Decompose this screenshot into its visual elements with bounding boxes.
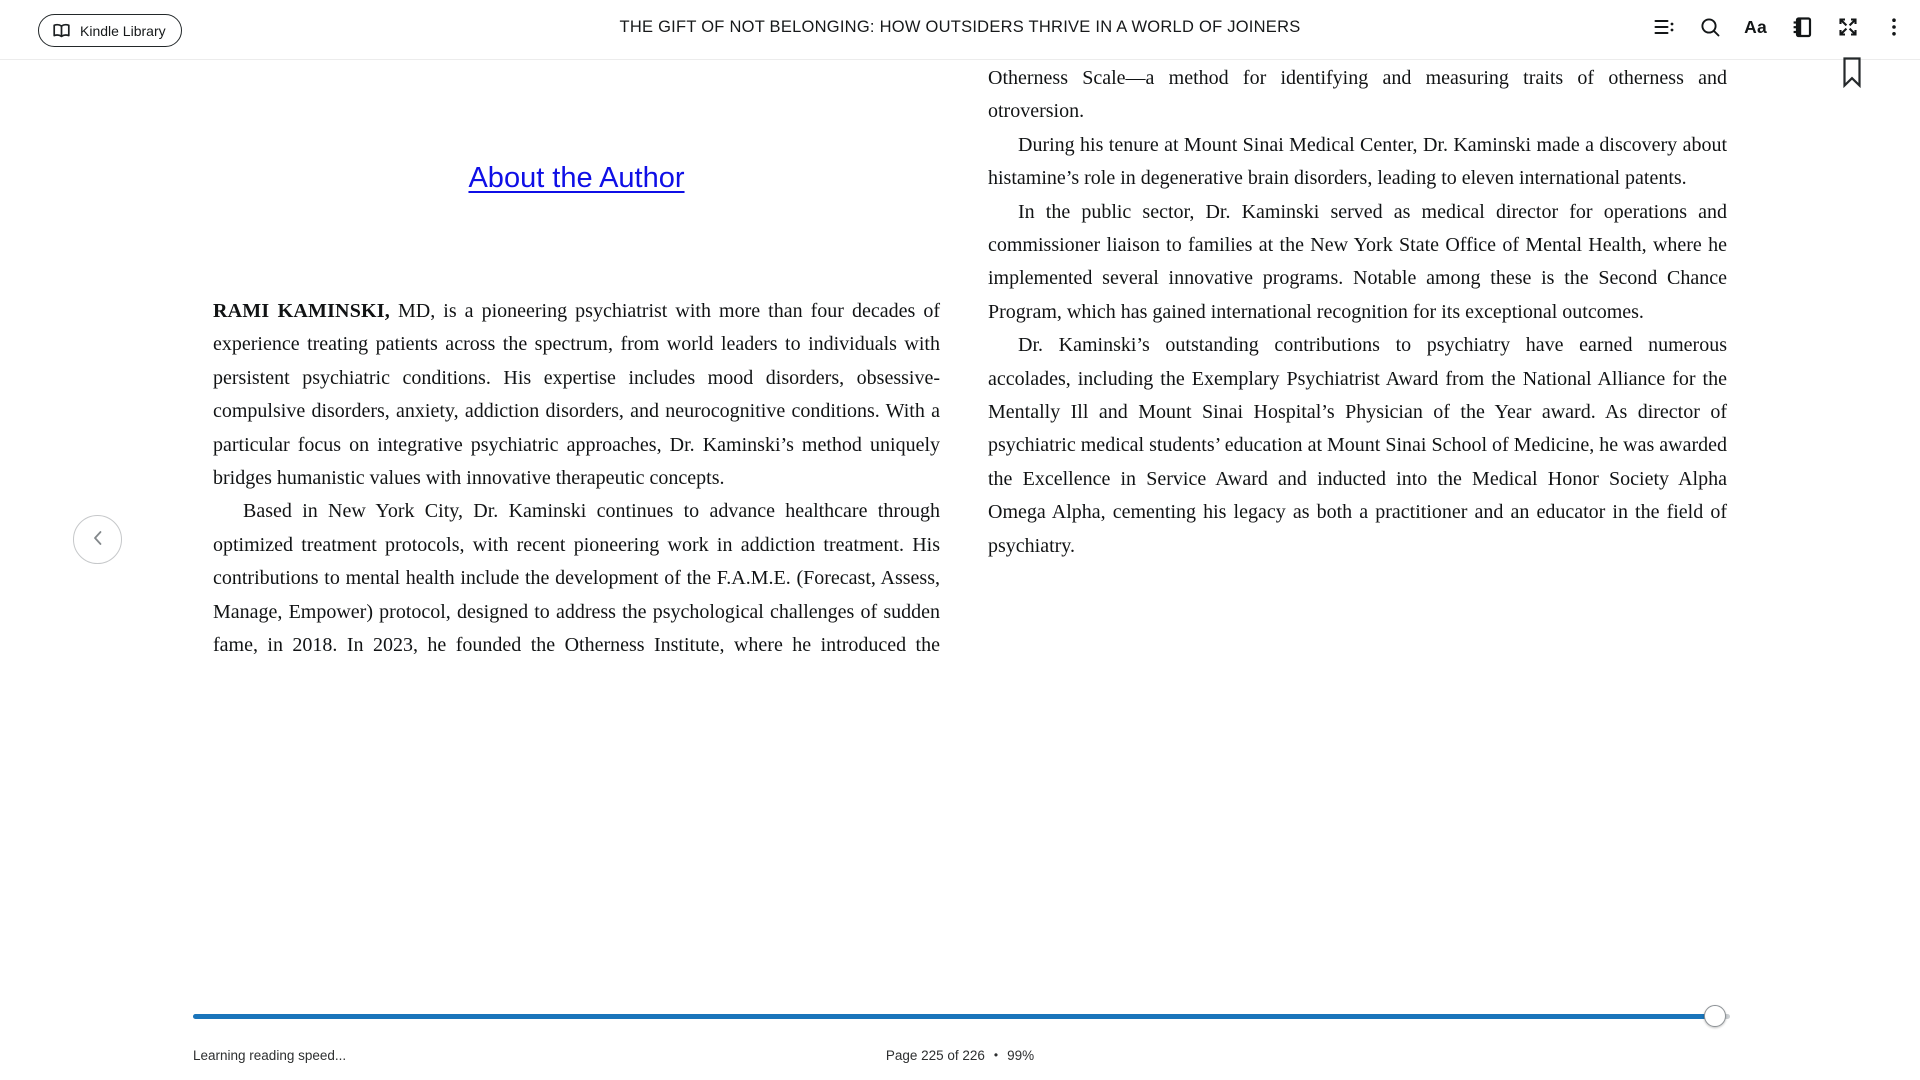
kindle-library-label: Kindle Library (80, 22, 166, 39)
progress-slider-handle[interactable] (1704, 1005, 1726, 1027)
more-options-icon (1882, 15, 1906, 39)
top-toolbar (0, 0, 1920, 60)
bookmark-icon (1842, 76, 1862, 91)
paragraph: During his tenure at Mount Sinai Medical Center, Dr. Kaminski made a discovery about histamine’s role in degenerative brain disorders, leading to eleven international patents. (988, 133, 1727, 190)
open-book-icon (52, 22, 71, 39)
progress-fill (193, 1014, 1715, 1019)
reading-progress (193, 1003, 1730, 1029)
page-indicator (0, 1048, 1920, 1063)
book-title: THE GIFT OF NOT BELONGING: HOW OUTSIDERS THRIVE IN A WORLD OF JOINERS (619, 17, 1301, 36)
toolbar-icons (1651, 0, 1906, 54)
paragraph: In the public sector, Dr. Kaminski served as medical director for operations and commissioner liaison to families at the New York State Office of Mental Health, where he implemented several innovative programs. Notable among these is the Second Chance Program, which has gained international recognition for its exceptional outcomes. (988, 200, 1727, 323)
font-settings-button[interactable] (1743, 15, 1768, 40)
kindle-library-button[interactable] (38, 14, 182, 47)
chapter-heading-link[interactable]: About the Author (468, 162, 685, 194)
notebook-icon (1790, 15, 1814, 39)
left-column-text (213, 295, 940, 662)
bookmark-button[interactable] (1842, 57, 1862, 88)
progress-track[interactable] (193, 1014, 1730, 1019)
author-name-lead: RAMI KAMINSKI, (213, 300, 390, 322)
paragraph: RAMI KAMINSKI, MD, is a pioneering psychiatrist with more than four decades of experience treating patients across the spectrum, from world leaders to individuals with persistent psychiatric conditions. His expertise includes mood disorders, obsessive-compulsive disorders, anxiety, addiction disorders, and neurocognitive conditions. With a particular focus on integrative psychiatric approaches, Dr. Kaminski’s method uniquely bridges humanistic values with innovative therapeutic concepts. (213, 300, 940, 490)
progress-percent-label: 99% (1007, 1048, 1035, 1063)
reading-speed-status: Learning reading speed... (193, 1048, 347, 1063)
search-icon (1698, 15, 1722, 39)
more-options-button[interactable] (1881, 15, 1906, 40)
previous-page-button[interactable] (73, 515, 122, 564)
fullscreen-icon (1836, 15, 1860, 39)
search-button[interactable] (1697, 15, 1722, 40)
separator-dot: • (993, 1048, 999, 1062)
right-column-text (988, 62, 1727, 563)
table-of-contents-icon (1652, 15, 1676, 39)
paragraph: Based in New York City, Dr. Kaminski continues to advance healthcare through optimized treatment protocols, with recent pioneering work in addiction treatment. His contributions to mental health include the development of the F.A.M.E. (Forecast, Assess, Manage, Empower) protocol, designed to address the psychological challenges of sudden fame, in 2018. In 2023, he founded the Otherness Institute, where he introduced the (213, 500, 940, 657)
paragraph: Otherness Scale—a method for identifying and measuring traits of otherness and otroversion. (988, 67, 1727, 123)
fullscreen-button[interactable] (1835, 15, 1860, 40)
page-number-label: Page 225 of 226 (885, 1048, 985, 1063)
paragraph: Dr. Kaminski’s outstanding contributions to psychiatry have earned numerous accolades, including the Exemplary Psychiatrist Award from the National Alliance for the Mentally Ill and Mount Sinai Hospital’s Physician of the Year award. As director of psychiatric medical students’ education at Mount Sinai School of Medicine, he was awarded the Excellence in Service Award and inducted into the Medical Honor Society Alpha Omega Alpha, cementing his legacy as both a practitioner and an educator in the field of psychiatry. (988, 334, 1727, 557)
font-settings-icon: Aa (1744, 16, 1767, 37)
notebook-button[interactable] (1789, 15, 1814, 40)
chevron-left-icon (88, 528, 108, 551)
table-of-contents-button[interactable] (1651, 15, 1676, 40)
